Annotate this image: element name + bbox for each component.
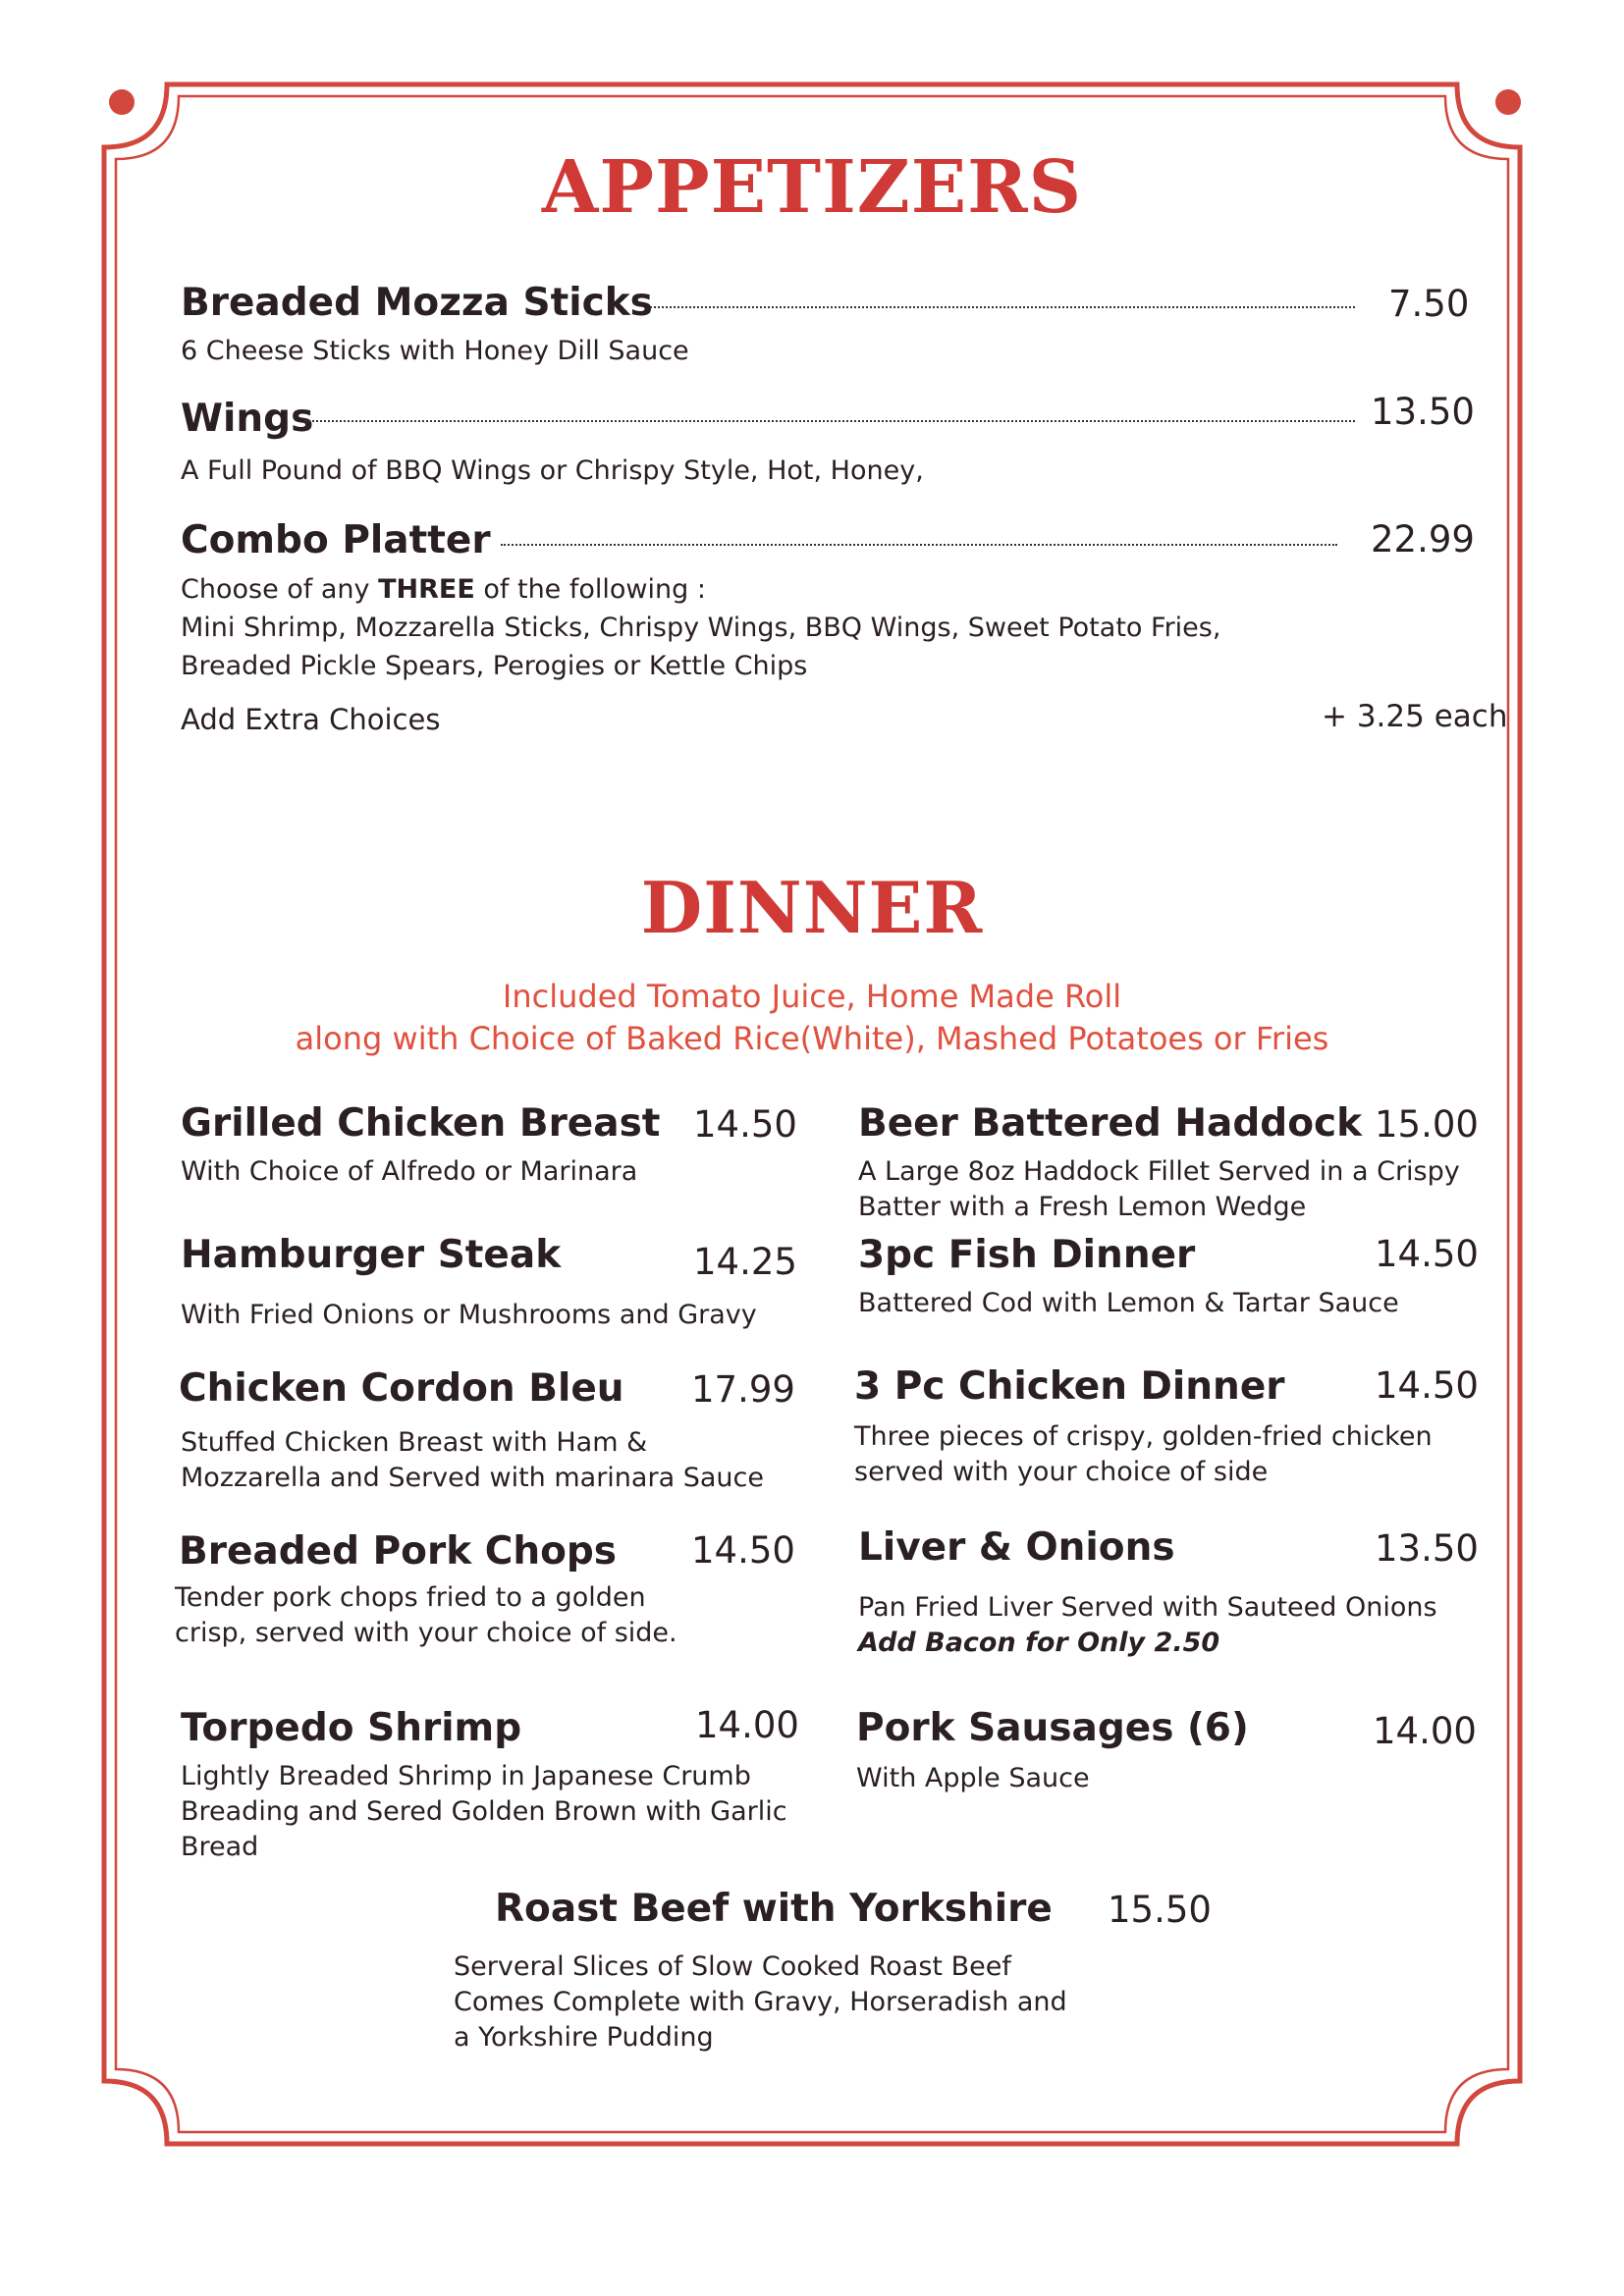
item-name: Breaded Mozza Sticks	[181, 281, 653, 325]
bacon-addon-note: Add Bacon for Only 2.50	[858, 1628, 1220, 1658]
dinner-item-price: 15.00	[1375, 1103, 1479, 1146]
item-description: Choose of any THREE of the following : Mini Shrimp, Mozzarella Sticks, Chrispy Wings, BBQ Wings, Sweet Potato Fries, Breaded Pickle Spears, Perogies or Kettle Chips	[181, 574, 1221, 681]
dinner-item-name: Hamburger Steak	[181, 1233, 562, 1277]
dinner-item-price: 14.50	[1375, 1233, 1479, 1275]
dinner-item-description: Stuffed Chicken Breast with Ham & Mozzarella and Served with marinara Sauce	[181, 1427, 764, 1493]
dinner-item-description: Battered Cod with Lemon & Tartar Sauce	[858, 1288, 1399, 1318]
dot-leader	[650, 306, 1355, 308]
dinner-item-description: A Large 8oz Haddock Fillet Served in a Crispy Batter with a Fresh Lemon Wedge	[858, 1156, 1460, 1222]
corner-dot-left	[109, 89, 135, 115]
dinner-item-description: Serveral Slices of Slow Cooked Roast Beef Comes Complete with Gravy, Horseradish and a Yorkshire Pudding	[454, 1951, 1067, 2053]
dinner-subtitle-1: Included Tomato Juice, Home Made Roll	[502, 978, 1122, 1015]
dot-leader	[501, 544, 1337, 546]
dinner-item-price: 17.99	[691, 1368, 795, 1411]
dinner-item-name: Pork Sausages (6)	[856, 1706, 1249, 1750]
dinner-item-price: 14.50	[1375, 1364, 1479, 1407]
dinner-item-description: With Choice of Alfredo or Marinara	[181, 1156, 638, 1187]
dinner-item-price: 14.50	[693, 1103, 797, 1146]
item-description: 6 Cheese Sticks with Honey Dill Sauce	[181, 336, 689, 366]
dinner-item-price: 14.00	[1373, 1710, 1477, 1752]
dinner-subtitle-2: along with Choice of Baked Rice(White), Mashed Potatoes or Fries	[295, 1020, 1329, 1057]
dinner-item-description: Three pieces of crispy, golden-fried chicken served with your choice of side	[854, 1421, 1433, 1487]
dinner-item-description: Lightly Breaded Shrimp in Japanese Crumb Breading and Sered Golden Brown with Garlic Bread	[181, 1761, 787, 1862]
item-name: Wings	[181, 397, 314, 441]
item-description: A Full Pound of BBQ Wings or Chrispy Style, Hot, Honey,	[181, 455, 924, 486]
dinner-item-price: 14.50	[691, 1529, 795, 1572]
appetizers-heading: APPETIZERS	[541, 145, 1083, 230]
dinner-item-price: 14.00	[695, 1704, 799, 1746]
dinner-item-description: With Fried Onions or Mushrooms and Gravy	[181, 1300, 757, 1330]
dinner-item-description: Tender pork chops fried to a golden crisp, served with your choice of side.	[175, 1582, 677, 1648]
item-price: 13.50	[1371, 391, 1475, 433]
item-price: 22.99	[1371, 518, 1475, 561]
item-name: Combo Platter	[181, 518, 491, 562]
dinner-item-name: Grilled Chicken Breast	[181, 1101, 661, 1146]
dot-leader	[304, 420, 1355, 422]
dinner-item-price: 14.25	[693, 1241, 797, 1283]
corner-dot-right	[1495, 89, 1521, 115]
dinner-item-name: Roast Beef with Yorkshire	[495, 1887, 1053, 1931]
dinner-item-name: Torpedo Shrimp	[181, 1706, 522, 1750]
dinner-item-name: 3 Pc Chicken Dinner	[854, 1364, 1285, 1409]
dinner-item-name: Liver & Onions	[858, 1525, 1175, 1570]
dinner-item-price: 13.50	[1375, 1527, 1479, 1570]
dinner-item-description: Pan Fried Liver Served with Sauteed Onions Add Bacon for Only 2.50	[858, 1592, 1437, 1658]
dinner-item-description: With Apple Sauce	[856, 1763, 1090, 1793]
dinner-heading: DINNER	[640, 866, 984, 949]
item-price: 7.50	[1388, 283, 1470, 325]
dinner-item-name: Beer Battered Haddock	[858, 1101, 1363, 1146]
add-extra-label: Add Extra Choices	[181, 703, 441, 736]
dinner-item-name: Breaded Pork Chops	[179, 1529, 618, 1574]
dinner-item-name: 3pc Fish Dinner	[858, 1233, 1196, 1277]
dinner-item-price: 15.50	[1108, 1889, 1212, 1931]
add-extra-price: + 3.25 each	[1322, 699, 1508, 734]
dinner-item-name: Chicken Cordon Bleu	[179, 1366, 624, 1411]
